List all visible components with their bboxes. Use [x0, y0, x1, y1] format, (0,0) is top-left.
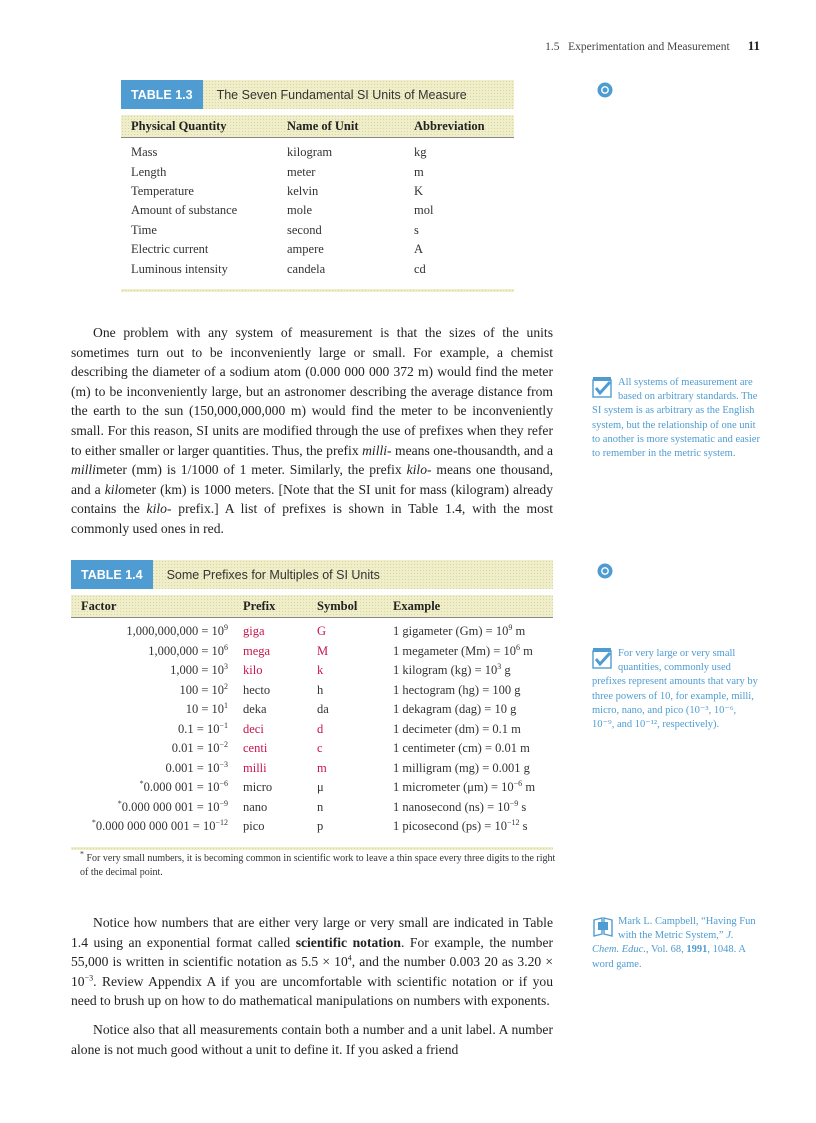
symbol-cell: μ — [317, 780, 324, 795]
factor-cell — [71, 722, 243, 737]
example-text: 1 milligram (mg) = 0.001 g — [393, 760, 530, 775]
example-exponent: −9 — [509, 798, 519, 808]
prefix-cell: hecto — [243, 682, 271, 697]
table-row — [71, 661, 553, 681]
table-row — [121, 143, 514, 162]
table-rule — [71, 847, 553, 850]
footnote-mark: * — [91, 818, 96, 828]
abbreviation-cell: A — [414, 242, 424, 257]
example-unit: g — [501, 663, 511, 678]
example-unit: m — [512, 624, 526, 639]
prefix-cell: centi — [243, 741, 268, 756]
factor-value: 100 = 10 — [179, 682, 224, 697]
unit-name-cell: candela — [287, 261, 326, 276]
unit-name-cell: second — [287, 222, 322, 237]
table-footnote: * For very small numbers, it is becoming common in scientific work to leave a thin space every three digits to the right of the decimal point. — [80, 849, 556, 878]
physical-quantity-cell: Time — [131, 222, 157, 237]
table-tag: TABLE 1.4 — [71, 560, 153, 589]
example-exponent: 3 — [497, 662, 502, 672]
example-exponent: −12 — [506, 818, 520, 828]
example-text: 1 hectogram (hg) = 100 g — [393, 682, 521, 697]
resource-bullet-icon — [597, 82, 613, 98]
footnote-mark: * — [117, 798, 122, 808]
factor-value: 0.000 001 = 10 — [143, 780, 220, 795]
unit-name-cell: mole — [287, 203, 312, 218]
column-header: Example — [393, 598, 441, 613]
paragraph-2-text: Notice how numbers that are either very large or very small are indicated in Table 1.4 using an exponential format called scientific notation. For example, the number 55,000 is written in scientific notation as $5.5 \times 10^4$, and the number 0.003 20 as $3.20 \times 10^{-3}$. Review Appendix A if you are uncomfortable with scientific notation or if you need to brush up on how to do mathematical manipulations on numbers with exponents. — [71, 915, 554, 1009]
factor-value: 10 = 10 — [185, 702, 224, 717]
factor-cell — [71, 819, 243, 834]
table-tag: TABLE 1.3 — [121, 80, 203, 109]
header-section: 1.5 Experimentation and Measurement — [545, 41, 730, 53]
symbol-cell: c — [317, 741, 323, 756]
column-header: Symbol — [317, 598, 358, 613]
factor-value: 1,000,000 = 10 — [148, 643, 224, 658]
factor-exponent: 2 — [224, 681, 228, 691]
physical-quantity-cell: Temperature — [131, 183, 194, 198]
column-headers — [71, 595, 553, 618]
example-text: 1 dekagram (dag) = 10 g — [393, 702, 517, 717]
body-paragraph-2 — [71, 913, 553, 1011]
factor-exponent: −9 — [219, 798, 228, 808]
example-cell — [393, 624, 553, 639]
factor-cell — [71, 800, 243, 815]
example-cell — [393, 702, 553, 717]
physical-quantity-cell: Length — [131, 164, 167, 179]
abbreviation-cell: mol — [414, 203, 434, 218]
table-row — [71, 817, 553, 837]
table-row — [71, 622, 553, 642]
table-row — [71, 798, 553, 818]
footnote-mark: * — [139, 779, 144, 789]
table-row — [121, 259, 514, 278]
physical-quantity-cell: Luminous intensity — [131, 261, 228, 276]
prefix-cell: mega — [243, 643, 271, 658]
prefix-cell: micro — [243, 780, 273, 795]
symbol-cell: da — [317, 702, 329, 717]
table-body — [121, 138, 514, 279]
abbreviation-cell: cd — [414, 261, 426, 276]
table-1-3 — [121, 80, 514, 292]
symbol-cell: p — [317, 819, 324, 834]
factor-value: 0.01 = 10 — [171, 741, 220, 756]
table-row — [121, 240, 514, 259]
example-unit: s — [519, 819, 528, 834]
factor-cell — [71, 780, 243, 795]
factor-exponent: −3 — [219, 759, 228, 769]
column-header: Name of Unit — [287, 118, 359, 133]
table-row — [71, 739, 553, 759]
checklist-icon — [592, 647, 614, 669]
symbol-cell: h — [317, 682, 324, 697]
example-text: 1 decimeter (dm) = 0.1 m — [393, 721, 521, 736]
example-text: 1 centimeter (cm) = 0.01 m — [393, 741, 530, 756]
example-text: 1 gigameter (Gm) = 10 — [393, 624, 509, 639]
abbreviation-cell: kg — [414, 145, 427, 160]
example-cell — [393, 644, 553, 659]
factor-exponent: 9 — [224, 623, 228, 633]
prefix-cell: giga — [243, 624, 265, 639]
prefix-cell: nano — [243, 799, 268, 814]
symbol-cell: n — [317, 799, 324, 814]
table-row — [121, 201, 514, 220]
factor-value: 0.000 000 000 001 = 10 — [95, 819, 216, 834]
example-cell — [393, 741, 553, 756]
example-cell — [393, 780, 553, 795]
table-row — [121, 162, 514, 181]
body-paragraph-1: One problem with any system of measurement is that the sizes of the units sometimes turn out to be inconveniently large or small. For example, a chemist describing the diameter of a sodium atom (0.000 000 000 372 m) would find the meter (m) to be inconveniently large, but an astronomer describing the average distance from the earth to the sun (150,000,000,000 m) would find the meter to be inconveniently small. For this reason, SI units are modified through the use of prefixes when they refer to either smaller or larger quantities. Thus, the prefix milli- means one-thousandth, and a millimeter (mm) is 1/1000 of 1 meter. Similarly, the prefix kilo- means one thousand, and a kilometer (km) is 1000 meters. [Note that the SI unit for mass (kilogram) already contains the kilo- prefix.] A list of prefixes is shown in Table 1.4, with the most commonly used ones in red. — [71, 325, 554, 536]
example-cell — [393, 819, 553, 834]
table-row — [71, 720, 553, 740]
factor-exponent: −12 — [215, 818, 228, 828]
example-exponent: −6 — [513, 779, 523, 789]
table-row — [71, 759, 553, 779]
factor-cell — [71, 741, 243, 756]
example-cell — [393, 722, 553, 737]
page-number: 11 — [747, 38, 760, 53]
note-3-text: Mark L. Campbell, “Having Fun with the Metric System,” J. Chem. Educ., Vol. 68, 1991, 1048. A word game. — [592, 916, 756, 970]
symbol-cell: m — [317, 760, 327, 775]
factor-exponent: −1 — [219, 720, 228, 730]
example-text: 1 picosecond (ps) = 10 — [393, 819, 507, 834]
table-1-4 — [71, 560, 553, 850]
example-cell — [393, 683, 553, 698]
example-cell — [393, 663, 553, 678]
symbol-cell: k — [317, 663, 324, 678]
factor-value: 1,000 = 10 — [170, 663, 224, 678]
example-exponent: 6 — [516, 642, 520, 652]
factor-cell — [71, 624, 243, 639]
table-1-3-header — [121, 80, 514, 109]
unit-name-cell: kilogram — [287, 145, 333, 160]
table-row — [71, 681, 553, 701]
margin-note-3 — [592, 915, 760, 972]
prefix-cell: kilo — [243, 663, 263, 678]
factor-value: 0.1 = 10 — [178, 721, 220, 736]
factor-cell — [71, 663, 243, 678]
factor-exponent: 1 — [224, 701, 228, 711]
book-icon — [592, 915, 614, 937]
example-cell — [393, 761, 553, 776]
table-row — [71, 642, 553, 662]
margin-note-2: For very large or very small quantities, commonly used prefixes represent amounts that vary by three powers of 10, for example, milli, micro, nano, and pico (10⁻³, 10⁻⁶, 10⁻⁹, and 10⁻¹², respectively). — [592, 648, 758, 731]
example-text: 1 kilogram (kg) = 10 — [393, 663, 498, 678]
example-cell — [393, 800, 553, 815]
column-header: Factor — [81, 598, 117, 613]
factor-cell — [71, 702, 243, 717]
abbreviation-cell: K — [414, 183, 424, 198]
column-headers — [121, 115, 514, 138]
table-row — [121, 182, 514, 201]
resource-bullet-icon — [597, 563, 613, 579]
example-unit: s — [518, 799, 527, 814]
example-text: 1 micrometer (μm) = 10 — [393, 780, 514, 795]
symbol-cell: G — [317, 624, 327, 639]
symbol-cell: d — [317, 721, 324, 736]
physical-quantity-cell: Electric current — [131, 242, 209, 257]
table-1-4-header — [71, 560, 553, 589]
factor-cell — [71, 683, 243, 698]
table-rule — [121, 289, 514, 292]
physical-quantity-cell: Mass — [131, 145, 158, 160]
column-header: Physical Quantity — [131, 118, 227, 133]
example-text: 1 nanosecond (ns) = 10 — [393, 799, 510, 814]
abbreviation-cell: s — [414, 222, 419, 237]
symbol-cell: M — [317, 643, 329, 658]
table-row — [121, 221, 514, 240]
prefix-cell: milli — [243, 760, 267, 775]
table-body — [71, 618, 553, 837]
factor-cell — [71, 761, 243, 776]
prefix-cell: deci — [243, 721, 264, 736]
factor-exponent: −2 — [219, 740, 228, 750]
example-unit: m — [522, 780, 536, 795]
prefix-cell: deka — [243, 702, 267, 717]
table-row — [71, 700, 553, 720]
factor-exponent: 3 — [224, 662, 228, 672]
factor-cell — [71, 644, 243, 659]
running-header — [545, 38, 760, 54]
example-text: 1 megameter (Mm) = 10 — [393, 643, 516, 658]
unit-name-cell: kelvin — [287, 183, 319, 198]
example-unit: m — [520, 643, 533, 658]
checklist-icon — [592, 376, 614, 398]
table-title: The Seven Fundamental SI Units of Measure — [216, 87, 467, 102]
prefix-cell: pico — [243, 819, 265, 834]
factor-exponent: 6 — [224, 642, 228, 652]
table-title: Some Prefixes for Multiples of SI Units — [166, 567, 380, 582]
factor-exponent: −6 — [219, 779, 228, 789]
unit-name-cell: meter — [287, 164, 316, 179]
column-header: Prefix — [243, 598, 276, 613]
example-exponent: 9 — [508, 623, 513, 633]
body-paragraph-3: Notice also that all measurements contain both a number and a unit label. A number alone is not much good without a unit to define it. If you asked a friend — [71, 1022, 553, 1057]
factor-value: 1,000,000,000 = 10 — [126, 624, 224, 639]
factor-value: 0.000 000 001 = 10 — [121, 799, 220, 814]
abbreviation-cell: m — [414, 164, 424, 179]
margin-note-1: All systems of measurement are based on arbitrary standards. The SI system is as arbitrary as the English system, but the relationship of one unit to another is more systematic and easier to remember in the metric system. — [592, 377, 760, 460]
unit-name-cell: ampere — [287, 242, 324, 257]
table-row — [71, 778, 553, 798]
column-header: Abbreviation — [414, 118, 485, 133]
factor-value: 0.001 = 10 — [165, 760, 220, 775]
physical-quantity-cell: Amount of substance — [131, 203, 238, 218]
